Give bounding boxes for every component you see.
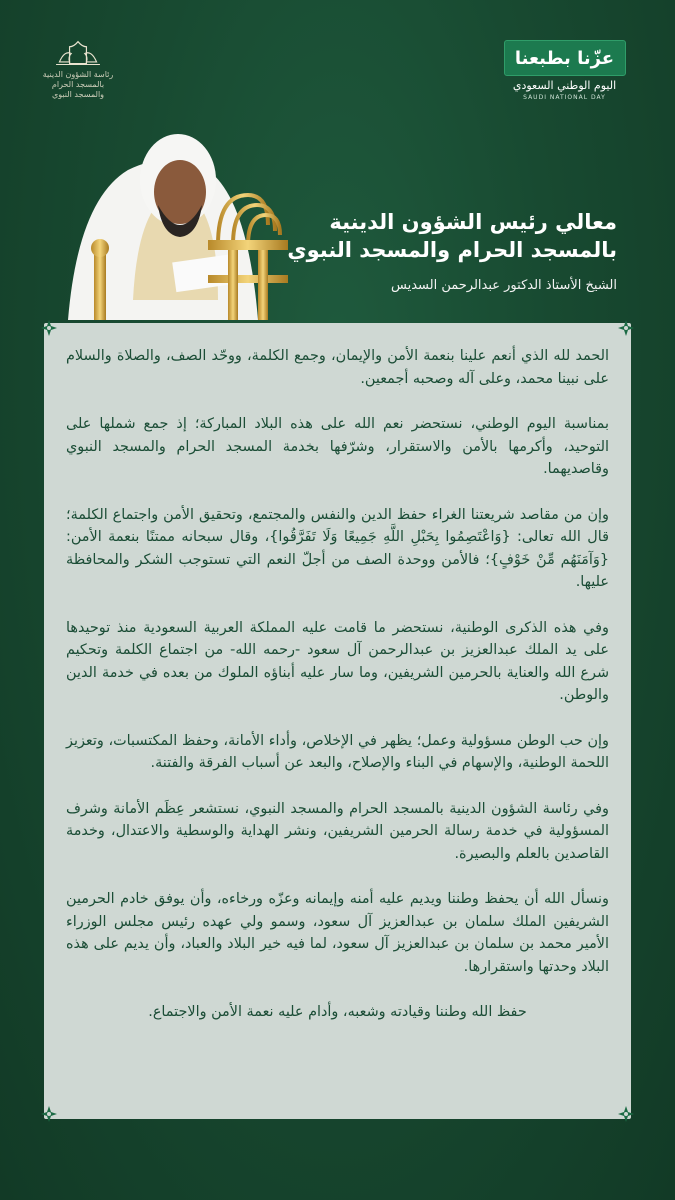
national-day-badge-title: عزّنا بطبعنا (504, 40, 626, 76)
paragraph: وفي رئاسة الشؤون الدينية بالمسجد الحرام والمسجد النبوي، نستشعر عِظَم الأمانة وشرف المسؤولية في خدمة رسالة الحرمين الشريفين، ونشر الهداية والوسطية والاعتدال، وخدمة القاصدين بالعلم والبصيرة. (66, 800, 609, 862)
paragraph: بمناسبة اليوم الوطني، نستحضر نعم الله على هذه البلاد المباركة؛ إذ جمع شملها على التوحيد، وأكرمها بالأمن والاستقرار، وشرّفها بخدمة المسجد الحرام والمسجد النبوي وقاصديهما. (66, 416, 609, 477)
message-card (44, 323, 631, 1119)
paragraph: وإن حب الوطن مسؤولية وعمل؛ يظهر في الإخلاص، وأداء الأمانة، وحفظ المكتسبات، وتعزيز اللحمة الوطنية، والإسهام في البناء والإصلاح، والبعد عن أسباب الفرقة والفتنة. (66, 732, 609, 771)
speaker-name: الشيخ الأستاذ الدكتور عبدالرحمن السديس (391, 278, 617, 293)
haramain-logo (38, 40, 118, 100)
paragraph: ونسأل الله أن يحفظ وطننا ويديم عليه أمنه وإيمانه وعزّه ورخاءه، وأن يوفق خادم الحرمين الشريفين الملك سلمان بن عبدالعزيز آل سعود، وسمو ولي عهده رئيس مجلس الوزراء الأمير محمد بن سلمان بن عبدالعزيز آل سعود، لما فيه خير البلاد والعباد، وأن يديم على هذه البلاد وحدتها واستقرارها. (66, 891, 609, 975)
ornament-corner-icon (40, 319, 58, 337)
haramain-mark-icon (48, 40, 108, 67)
title-line-1: معالي رئيس الشؤون الدينية (329, 210, 617, 234)
title-line-2: بالمسجد الحرام والمسجد النبوي (287, 238, 617, 262)
paragraph: وإن من مقاصد شريعتنا الغراء حفظ الدين والنفس والمجتمع، وتحقيق الأمن واجتماع الكلمة؛ قال الله تعالى: {وَاعْتَصِمُوا بِحَبْلِ اللَّهِ جَمِيعًا وَلَا تَفَرَّقُوا}، وقال سبحانه ممتنًا بنعمة الأمن: {وَآمَنَهُم مِّنْ خَوْفٍ}؛ فالأمن ووحدة الصف من أجلّ النعم التي تستوجب الشكر والمحافظة عليها. (66, 506, 609, 590)
ornament-corner-icon (617, 1105, 635, 1123)
national-day-badge-subtitle: اليوم الوطني السعودي (512, 79, 617, 92)
ornament-corner-icon (617, 319, 635, 337)
paragraph: الحمد لله الذي أنعم علينا بنعمة الأمن والإيمان، وجمع الكلمة، ووحّد الصف، والصلاة والسلام على نبينا محمد، وعلى آله وصحبه أجمعين. (66, 348, 609, 387)
paragraph: وفي هذه الذكرى الوطنية، نستحضر ما قامت عليه المملكة العربية السعودية منذ توحيدها على يد الملك عبدالعزيز بن عبدالرحمن آل سعود -رحمه الله- من اجتماع الكلمة وتحكيم شرع الله والعناية بالحرمين الشريفين، وما سار عليه أبناؤه الملوك من بعده في خدمة الدين والوطن. (66, 619, 609, 703)
national-day-badge-english: SAUDI NATIONAL DAY (523, 94, 606, 101)
closing-paragraph: حفظ الله وطننا وقيادته وشعبه، وأدام عليه نعمة الأمن والاجتماع. (148, 1004, 527, 1020)
national-day-badge (492, 40, 637, 110)
message-text (66, 345, 609, 1097)
title-block (237, 208, 617, 293)
ornament-corner-icon (40, 1105, 58, 1123)
haramain-logo-caption: رئاسة الشؤون الدينية بالمسجد الحرام والمسجد النبوي (42, 70, 114, 99)
